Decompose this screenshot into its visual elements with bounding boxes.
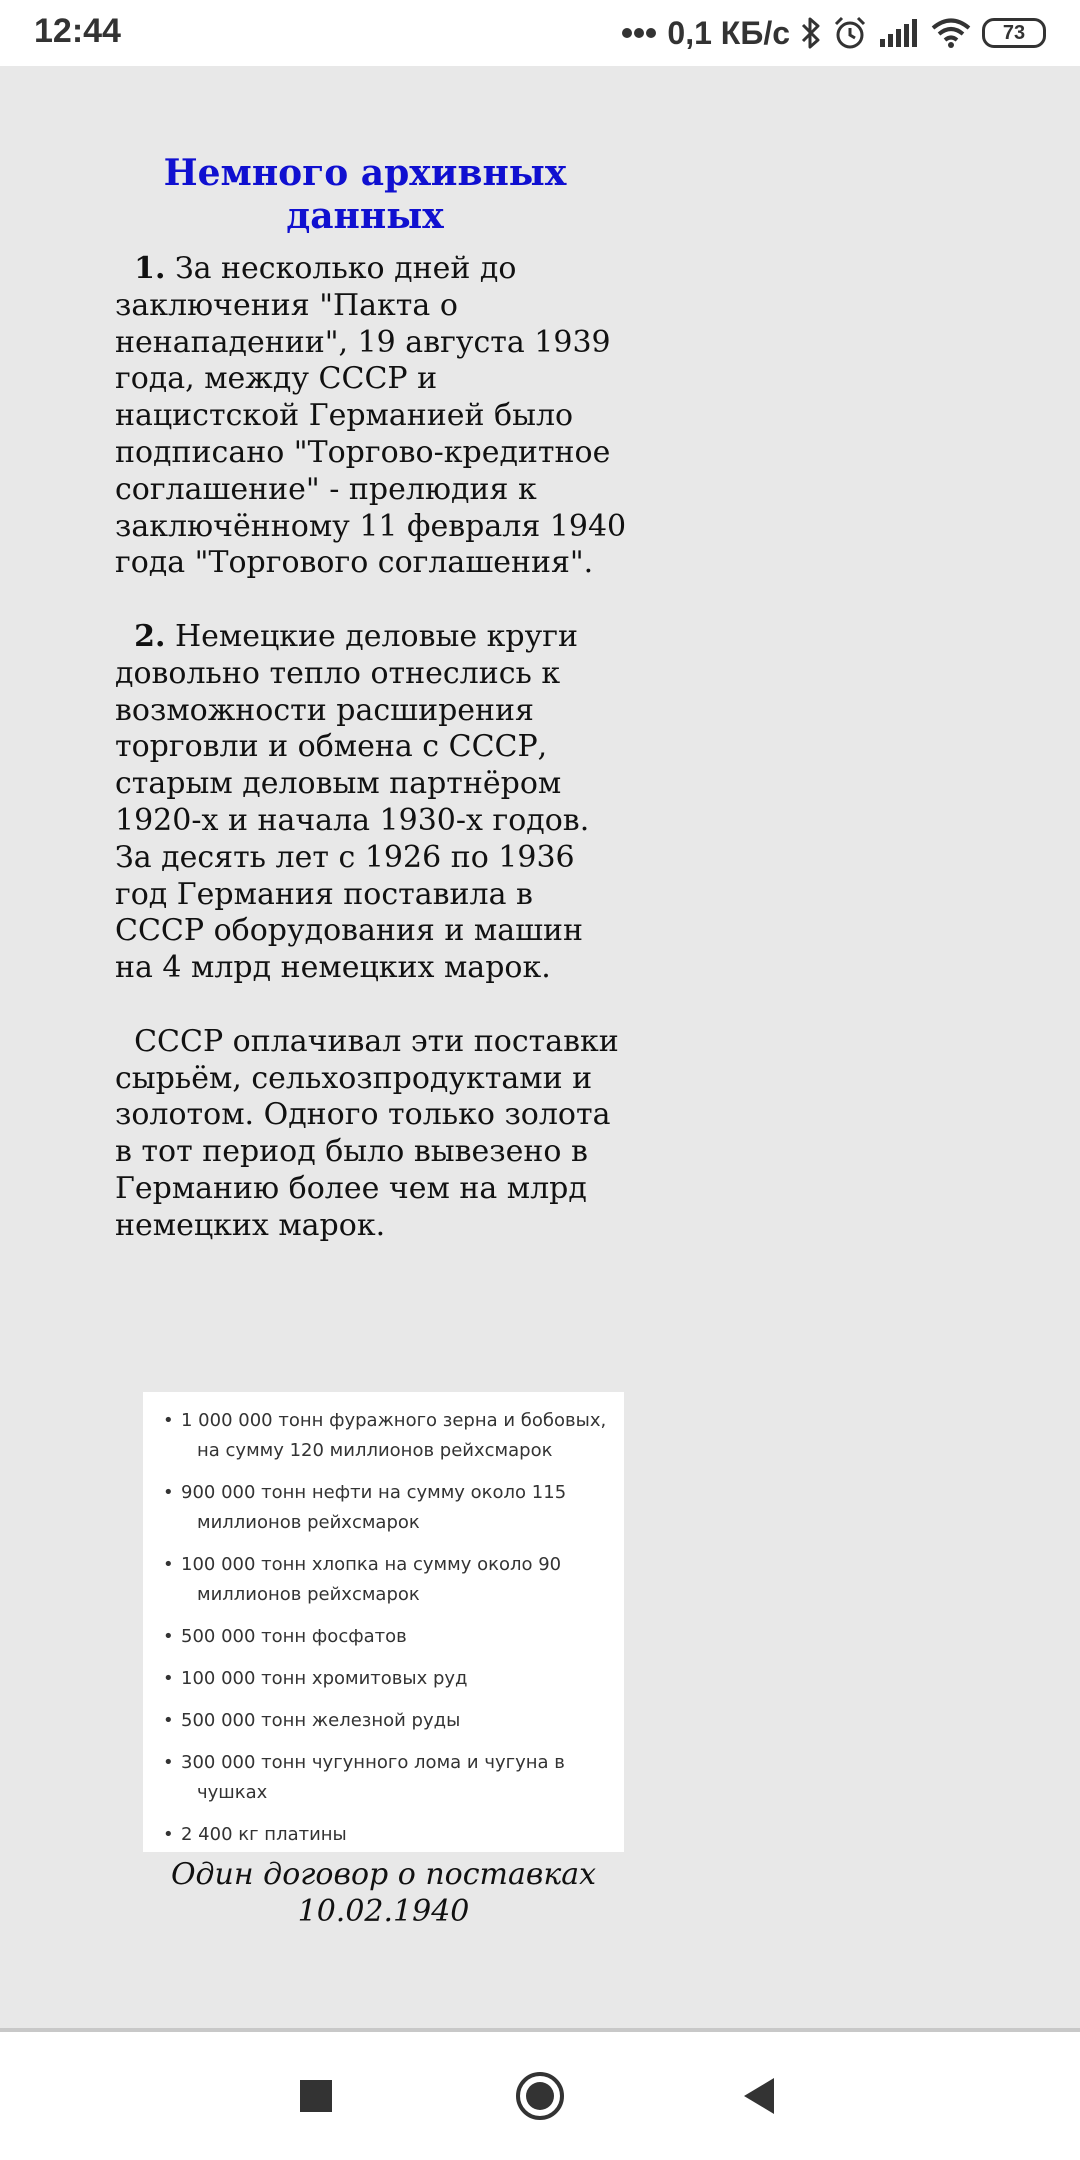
list-item: • 2 400 кг платины <box>157 1820 614 1850</box>
bullet-icon: • <box>163 1668 174 1689</box>
article-title: Немного архивных данных <box>163 152 567 237</box>
bullet-icon: • <box>163 1710 174 1731</box>
paragraph-2-text: Немецкие деловые круги довольно тепло отнеслись к возможности расширения торговли и обмена с СССР, старым деловым партнёром 1920-х и начала 1930-х годов. За десять лет с 1926 по 1936 год Германия поставила в СССР оборудования и машин на 4 млрд немецких марок. <box>115 618 590 986</box>
status-bar <box>0 0 1080 66</box>
paragraph-1-text: За несколько дней до заключения "Пакта о ненападении", 19 августа 1939 года, между СССР и нацистской Германией было подписано "Торгово-кредитное соглашение" - прелюдия к заключённому 11 февраля 1940 года "Торгового соглашения". <box>115 251 627 581</box>
recents-button[interactable] <box>284 2064 348 2128</box>
bullet-icon: • <box>163 1752 174 1773</box>
list-item: • 500 000 тонн железной руды <box>157 1706 614 1736</box>
list-item: • 1 000 000 тонн фуражного зерна и бобовых, на сумму 120 миллионов рейхсмарок <box>157 1406 614 1466</box>
bluetooth-icon <box>800 16 822 50</box>
status-time: 12:44 <box>34 12 121 50</box>
alarm-icon <box>832 15 868 51</box>
list-item: • 100 000 тонн хлопка на сумму около 90 миллионов рейхсмарок <box>157 1550 614 1610</box>
network-speed: 0,1 КБ/с <box>667 14 790 51</box>
list-item: • 900 000 тонн нефти на сумму около 115 миллионов рейхсмарок <box>157 1478 614 1538</box>
paragraph-2 <box>115 619 630 987</box>
battery-icon <box>982 18 1046 48</box>
home-button[interactable] <box>508 2064 572 2128</box>
dots-icon <box>621 27 657 39</box>
list-item: • 100 000 тонн хромитовых руд <box>157 1664 614 1694</box>
paragraph-3 <box>115 1024 630 1245</box>
status-icons <box>621 12 1046 54</box>
article-body <box>115 251 630 1281</box>
navigation-bar <box>0 2028 1080 2160</box>
bullet-icon: • <box>163 1626 174 1647</box>
signal-icon <box>878 17 920 49</box>
bullet-icon: • <box>163 1482 174 1503</box>
recents-icon <box>298 2078 334 2114</box>
paragraph-3-text: СССР оплачивал эти поставки сырьём, сельхозпродуктами и золотом. Одного только золота в тот период было вывезено в Германию более чем на млрд немецких марок. <box>115 1023 619 1243</box>
document-image <box>143 1392 624 1852</box>
list-item: • 300 000 тонн чугунного лома и чугуна в чушках <box>157 1748 614 1808</box>
back-icon <box>740 2076 780 2116</box>
paragraph-1-number: 1. <box>134 251 166 286</box>
page-content <box>0 66 1080 2030</box>
bullet-icon: • <box>163 1410 174 1431</box>
paragraph-1 <box>115 251 630 582</box>
wifi-icon <box>930 17 972 49</box>
battery-level: 73 <box>1002 21 1026 44</box>
bullet-icon: • <box>163 1554 174 1575</box>
paragraph-2-number: 2. <box>134 618 166 654</box>
image-caption: Один договор о поставках 10.02.1940 <box>170 1857 597 1929</box>
list-item: • 500 000 тонн фосфатов <box>157 1622 614 1652</box>
home-icon <box>514 2070 566 2122</box>
bullet-icon: • <box>163 1824 174 1845</box>
back-button[interactable] <box>728 2064 792 2128</box>
